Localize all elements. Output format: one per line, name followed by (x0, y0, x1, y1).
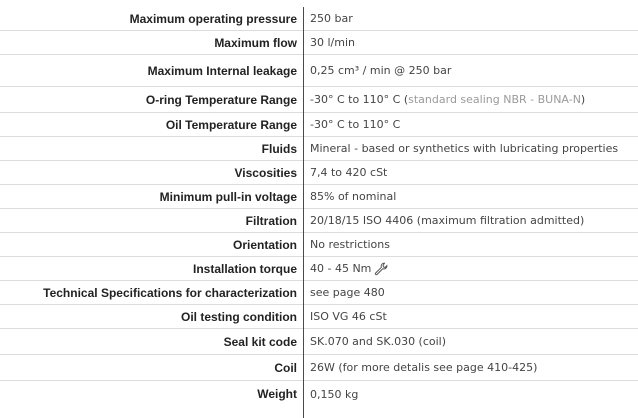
spec-value: 20/18/15 ISO 4406 (maximum filtration admitted) (310, 214, 585, 227)
column-divider (303, 7, 304, 418)
spec-label: O-ring Temperature Range (145, 92, 297, 107)
spec-label: Maximum flow (214, 35, 297, 50)
spec-label: Installation torque (192, 261, 297, 276)
spec-row-orientation (0, 233, 638, 257)
spec-value: see page 480 (310, 286, 385, 299)
spec-label: Maximum Internal leakage (147, 63, 297, 78)
spec-label: Technical Specifications for characterization (43, 285, 297, 300)
spec-table (0, 7, 638, 407)
spec-value-main: -30° C to 110° C ( (310, 93, 409, 106)
spec-label: Oil Temperature Range (165, 117, 297, 132)
spec-row-oil-testing (0, 305, 638, 329)
spec-row-max-internal-leakage (0, 55, 638, 87)
spec-row-fluids (0, 137, 638, 161)
spec-value (303, 262, 638, 276)
spec-label: Maximum operating pressure (129, 11, 297, 26)
spec-row-max-flow (0, 31, 638, 55)
spec-row-coil (0, 355, 638, 381)
spec-value: 26W (for more detalis see page 410-425) (310, 361, 538, 374)
spec-value (303, 93, 638, 106)
spec-label: Fluids (261, 141, 297, 156)
spec-value: No restrictions (310, 238, 390, 251)
spec-value: 85% of nominal (310, 190, 397, 203)
spec-row-max-operating-pressure (0, 7, 638, 31)
spec-label: Oil testing condition (181, 309, 297, 324)
spec-value: 30 l/min (310, 36, 355, 49)
spec-value: 0,150 kg (310, 387, 359, 401)
spec-row-technical-specs (0, 281, 638, 305)
spec-row-viscosities (0, 161, 638, 185)
spec-row-oil-temperature (0, 113, 638, 137)
spec-value: Mineral - based or synthetics with lubricating properties (310, 142, 619, 155)
wrench-icon (374, 262, 388, 276)
spec-label: Coil (274, 360, 297, 375)
spec-value: SK.070 and SK.030 (coil) (310, 335, 447, 348)
spec-label: Orientation (232, 237, 297, 252)
spec-value: -30° C to 110° C (310, 118, 401, 131)
spec-label: Filtration (245, 213, 297, 228)
spec-label: Seal kit code (223, 334, 297, 349)
spec-value: 7,4 to 420 cSt (310, 166, 388, 179)
spec-value: 0,25 cm³ / min @ 250 bar (310, 64, 452, 77)
spec-value-note: standard sealing NBR - BUNA-N (408, 93, 581, 106)
spec-value: ISO VG 46 cSt (310, 310, 387, 323)
spec-label: Viscosities (234, 165, 297, 180)
spec-label: Minimum pull-in voltage (159, 189, 297, 204)
spec-value-close: ) (580, 93, 586, 106)
spec-row-min-pull-in-voltage (0, 185, 638, 209)
spec-label: Weight (257, 387, 297, 401)
spec-row-filtration (0, 209, 638, 233)
spec-value: 250 bar (310, 12, 353, 25)
spec-value-text: 40 - 45 Nm (310, 261, 372, 275)
spec-row-installation-torque (0, 257, 638, 281)
spec-row-oring-temperature (0, 87, 638, 113)
spec-row-seal-kit (0, 329, 638, 355)
spec-row-weight (0, 381, 638, 407)
